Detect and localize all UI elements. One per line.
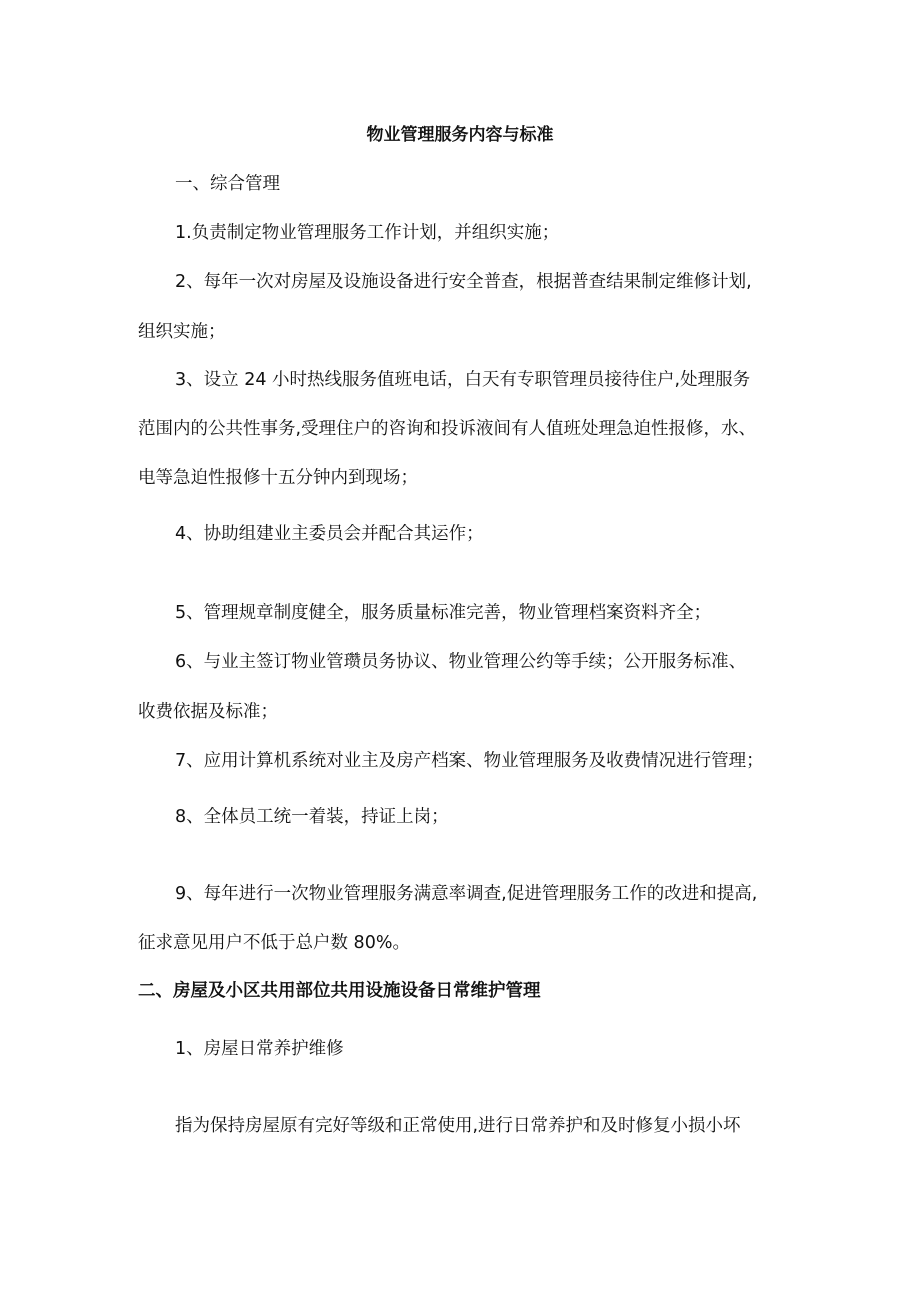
section-heading-maintenance: 二、房屋及小区共用部位共用设施设备日常维护管理 <box>138 981 541 1001</box>
paragraph-line: 1.负责制定物业管理服务工作计划，并组织实施； <box>175 223 560 243</box>
section-heading-general-management: 一、综合管理 <box>175 174 280 194</box>
paragraph-line: 4、协助组建业主委员会并配合其运作； <box>175 524 484 544</box>
paragraph-line: 2、每年一次对房屋及设施设备进行安全普查，根据普查结果制定维修计划, <box>175 272 752 292</box>
paragraph-line: 9、每年进行一次物业管理服务满意率调查,促进管理服务工作的改进和提高, <box>175 884 758 904</box>
paragraph-line: 8、全体员工统一着装，持证上岗； <box>175 807 449 827</box>
paragraph-line: 组织实施； <box>138 322 226 342</box>
paragraph-line: 征求意见用户不低于总户数 80%。 <box>138 933 410 953</box>
subsection-heading: 1、房屋日常养护维修 <box>175 1039 344 1059</box>
paragraph-line: 范围内的公共性事务,受理住户的咨询和投诉液间有人值班处理急迫性报修，水、 <box>138 419 757 439</box>
paragraph-line: 指为保持房屋原有完好等级和正常使用,进行日常养护和及时修复小损小坏 <box>175 1116 741 1136</box>
page-title: 物业管理服务内容与标准 <box>366 125 554 145</box>
paragraph-line: 5、管理规章制度健全，服务质量标准完善，物业管理档案资料齐全； <box>175 603 712 623</box>
paragraph-line: 电等急迫性报修十五分钟内到现场； <box>138 468 418 488</box>
paragraph-line: 收费依据及标准； <box>138 702 278 722</box>
paragraph-line: 3、设立 24 小时热线服务值班电话，白天有专职管理员接待住户,处理服务 <box>175 370 751 390</box>
paragraph-line: 6、与业主签订物业管瓒员务协议、物业管理公约等手续；公开服务标准、 <box>175 652 747 672</box>
paragraph-line: 7、应用计算机系统对业主及房产档案、物业管理服务及收费情况进行管理； <box>175 751 764 771</box>
